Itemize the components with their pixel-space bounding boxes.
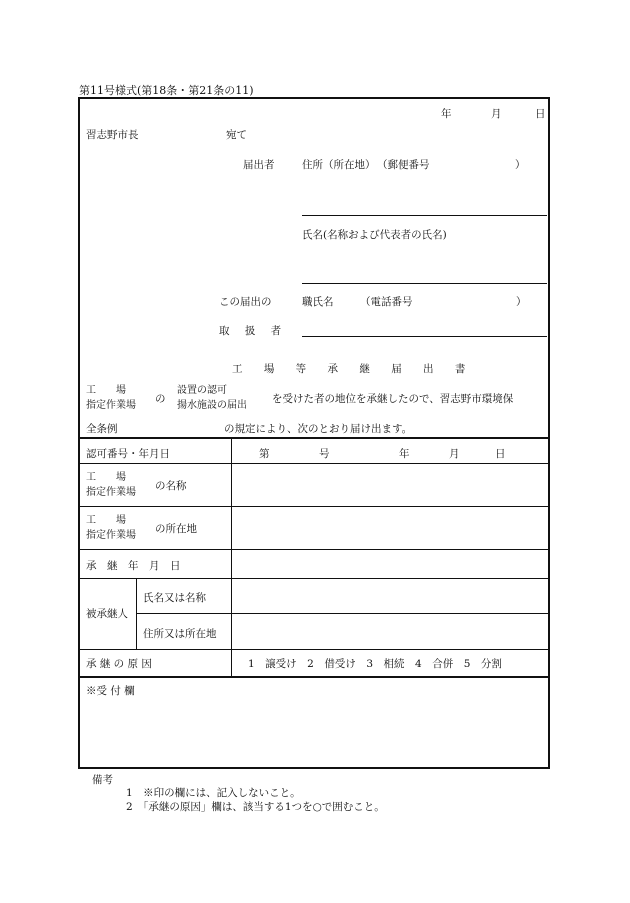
permit-month: 月 bbox=[449, 448, 460, 460]
table-subcolumn-divider bbox=[136, 578, 137, 649]
body-continuation: を受けた者の地位を承継したので、習志野市環境保 bbox=[272, 393, 514, 405]
succession-cause-options[interactable]: 1 譲受け 2 借受け 3 相続 4 合併 5 分割 bbox=[248, 658, 502, 670]
facility-site: 指定作業場 bbox=[86, 400, 136, 411]
body-line2-right: の規定により、次のとおり届け出ます。 bbox=[224, 423, 413, 435]
postal-code-close: ） bbox=[515, 159, 526, 171]
phone-close: ） bbox=[516, 296, 527, 308]
permit-year: 年 bbox=[399, 448, 410, 460]
name-field[interactable] bbox=[302, 283, 547, 284]
date-year-label: 年 bbox=[441, 108, 452, 120]
name-row-factory: 工 場 bbox=[86, 472, 126, 483]
table-column-divider bbox=[231, 438, 232, 677]
phone-label: （電話番号 bbox=[360, 296, 413, 308]
handler-label-2: 取 扱 者 bbox=[219, 325, 288, 337]
successor-name-field[interactable] bbox=[233, 580, 547, 612]
facility-type-group bbox=[86, 383, 136, 413]
table-rule bbox=[136, 613, 550, 614]
body-no: の bbox=[155, 393, 166, 405]
name-row-facility bbox=[86, 470, 136, 500]
notes-item-2: 2 「承継の原因」欄は、該当する1つを○で囲むこと。 bbox=[126, 801, 385, 813]
table-rule bbox=[78, 578, 550, 579]
document-title: 工 場 等 承 継 届 出 書 bbox=[232, 363, 475, 375]
address-field[interactable] bbox=[302, 215, 547, 216]
receipt-label: ※受 付 欄 bbox=[86, 685, 135, 697]
successor-address-field[interactable] bbox=[233, 615, 547, 648]
handler-field[interactable] bbox=[302, 336, 547, 337]
name-row-suffix: の名称 bbox=[155, 480, 187, 492]
facility-factory: 工 場 bbox=[86, 385, 126, 396]
facility-location-field[interactable] bbox=[233, 508, 547, 548]
table-bottom-rule bbox=[78, 676, 550, 678]
permit-pump: 揚水施設の届出 bbox=[177, 400, 247, 411]
succession-date-field[interactable] bbox=[233, 551, 547, 577]
handler-label-1: この届出の bbox=[219, 296, 272, 308]
permit-day: 日 bbox=[495, 448, 506, 460]
permit-type-group bbox=[177, 383, 247, 413]
date-month-label: 月 bbox=[491, 108, 502, 120]
date-day-label: 日 bbox=[535, 108, 546, 120]
permit-no-suffix: 号 bbox=[319, 448, 330, 460]
successor-address-label: 住所又は所在地 bbox=[143, 628, 217, 640]
position-name-label: 職氏名 bbox=[302, 296, 334, 308]
addressee: 習志野市長 bbox=[86, 129, 139, 141]
honorific: 宛て bbox=[226, 129, 247, 141]
notifier-label: 届出者 bbox=[243, 159, 275, 171]
permit-installation: 設置の認可 bbox=[177, 385, 227, 396]
permit-number-label: 認可番号・年月日 bbox=[86, 448, 170, 460]
name-row-site: 指定作業場 bbox=[86, 487, 136, 498]
notes-item-1: 1 ※印の欄には、記入しないこと。 bbox=[126, 787, 301, 799]
table-rule bbox=[78, 506, 550, 507]
location-row-facility bbox=[86, 513, 136, 543]
form-number: 第11号様式(第18条・第21条の11) bbox=[79, 84, 254, 97]
facility-name-field[interactable] bbox=[233, 465, 547, 505]
successor-label: 被承継人 bbox=[86, 608, 128, 620]
successor-name-label: 氏名又は名称 bbox=[143, 592, 206, 604]
succession-date-label: 承 継 年 月 日 bbox=[86, 560, 181, 572]
table-rule bbox=[78, 649, 550, 650]
body-line2-left: 全条例 bbox=[86, 423, 118, 435]
name-label: 氏名(名称および代表者の氏名) bbox=[302, 229, 447, 241]
succession-cause-label: 承 継 の 原 因 bbox=[86, 658, 152, 670]
address-label: 住所（所在地） bbox=[302, 159, 376, 171]
table-top-rule bbox=[78, 437, 550, 439]
table-rule bbox=[78, 463, 550, 464]
permit-no-prefix: 第 bbox=[259, 448, 270, 460]
table-rule bbox=[78, 549, 550, 550]
location-row-suffix: の所在地 bbox=[155, 523, 197, 535]
location-row-factory: 工 場 bbox=[86, 515, 126, 526]
location-row-site: 指定作業場 bbox=[86, 530, 136, 541]
notes-title: 備考 bbox=[92, 774, 113, 786]
postal-code-label: （郵便番号 bbox=[377, 159, 430, 171]
